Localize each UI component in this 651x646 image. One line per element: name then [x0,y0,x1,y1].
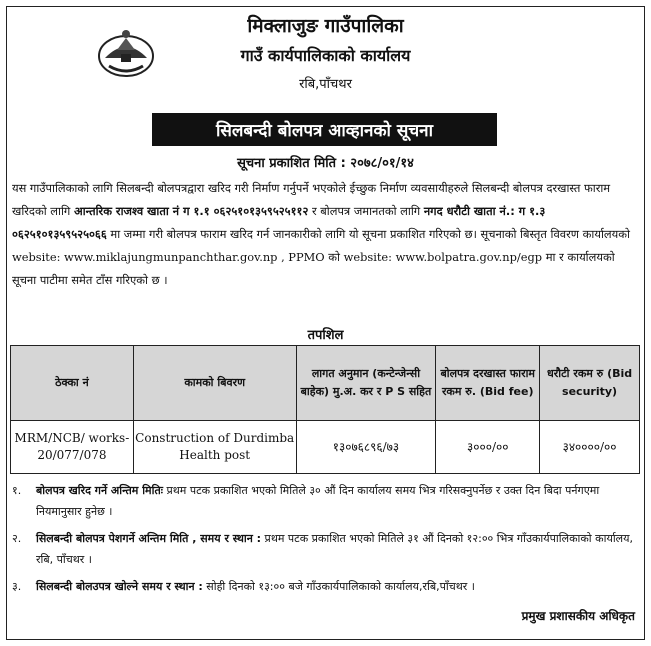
cell-bid-security: ३४००००/०० [540,421,640,474]
note-number: १. [12,484,22,497]
cell-bid-fee: ३०००/०० [436,421,540,474]
note-text [36,528,640,570]
list-item [12,576,640,597]
notes-list [12,480,640,603]
office-name: गाउँ कार्यपालिकाको कार्यालय [240,46,411,65]
column-header-bid-security: धरौटी रकम रु (Bid security) [540,346,640,421]
notice-body [12,177,640,292]
note-text [36,480,640,522]
cell-contract-no: MRM/NCB/ works-20/077/078 [11,421,134,474]
tender-table [10,345,640,474]
note-number: २. [12,532,22,545]
list-item [12,528,640,570]
municipality-name: मिक्लाजुङ गाउँपालिका [247,15,404,37]
table-title: तपशिल [307,328,344,343]
revenue-account-number: आन्तरिक राजश्व खाता नं ग १.१ ०६२५१०१३५९५२५११२ [73,204,309,218]
note-body: प्रथम पटक प्रकाशित भएको मितिले ३१ औं दिनको १२:०० भित्र गाँउकार्यपालिकाको कार्यालय, रबि, पाँचथर । [36,532,634,566]
body-text-part: मा जम्मा गरी बोलपत्र फाराम खरिद गर्न जानकारीको लागि यो सूचना प्रकाशित गरिएको छ। सूचनाको बिस्तृत विवरण कार्यालयको website: www.miklajungmunpanchthar.gov.np , PPMO को website: www.bolpatra.gov.np/egp मा र कार्यालयको सूचना पाटीमा समेत टाँस गरिएको छ । [12,227,630,287]
table-row [11,421,640,474]
note-body: सोही दिनको १३:०० बजे गाँउकार्यपालिकाको कार्यालय,रबि,पाँचथर । [202,580,475,593]
body-text-part: र बोलपत्र जमानतको लागि [308,204,424,218]
column-header-bid-fee: बोलपत्र दरखास्त फाराम रकम रु. (Bid fee) [436,346,540,421]
table-header-row [11,346,640,421]
deposit-account-number: नगद धरौटी खाता नं.: ग १.३ ०६२५१०१३५९५२५०६६ [12,204,546,241]
note-text [36,576,640,597]
cell-description: Construction of Durdimba Health post [133,421,296,474]
published-date: सूचना प्रकाशित मिति : २०७८/०१/१४ [237,156,414,171]
office-address: रबि,पाँचथर [299,77,352,92]
note-heading: सिलबन्दी बोलउपत्र खोल्ने समय र स्थान : [36,580,203,593]
signatory-title: प्रमुख प्रशासकीय अधिकृत [521,609,635,623]
note-body: प्रथम पटक प्रकाशित भएको मितिले ३० औं दिन कार्यालय समय भित्र गरिसक्नुपर्नेछ र उक्त दिन बिदा पर्नगएमा नियमानुसार हुनेछ । [36,484,600,518]
list-item [12,480,640,522]
column-header-contract-no: ठेक्का नं [11,346,134,421]
note-heading: सिलबन्दी बोलपत्र पेशगर्ने अन्तिम मिति , समय र स्थान : [36,532,262,545]
cell-cost-estimate: १३०७६८९६/७३ [296,421,436,474]
note-heading: बोलपत्र खरिद गर्ने अन्तिम मितिः [36,484,163,497]
column-header-cost-estimate: लागत अनुमान (कन्टेन्जेन्सी बाहेक) मु.अ. कर र P S सहित [296,346,436,421]
note-number: ३. [12,580,22,593]
notice-title-banner: सिलबन्दी बोलपत्र आव्हानको सूचना [152,113,497,146]
body-text-part: यस गाउँपालिकाको लागि सिलबन्दी बोलपत्रद्वारा खरिद गरी निर्माण गर्नुपर्ने भएकोले ईच्छुक निर्माण व्यवसायीहरुले सिलबन्दी बोलपत्र दरखास्त फाराम खरिदको लागि [12,181,611,218]
column-header-description: कामको बिवरण [133,346,296,421]
